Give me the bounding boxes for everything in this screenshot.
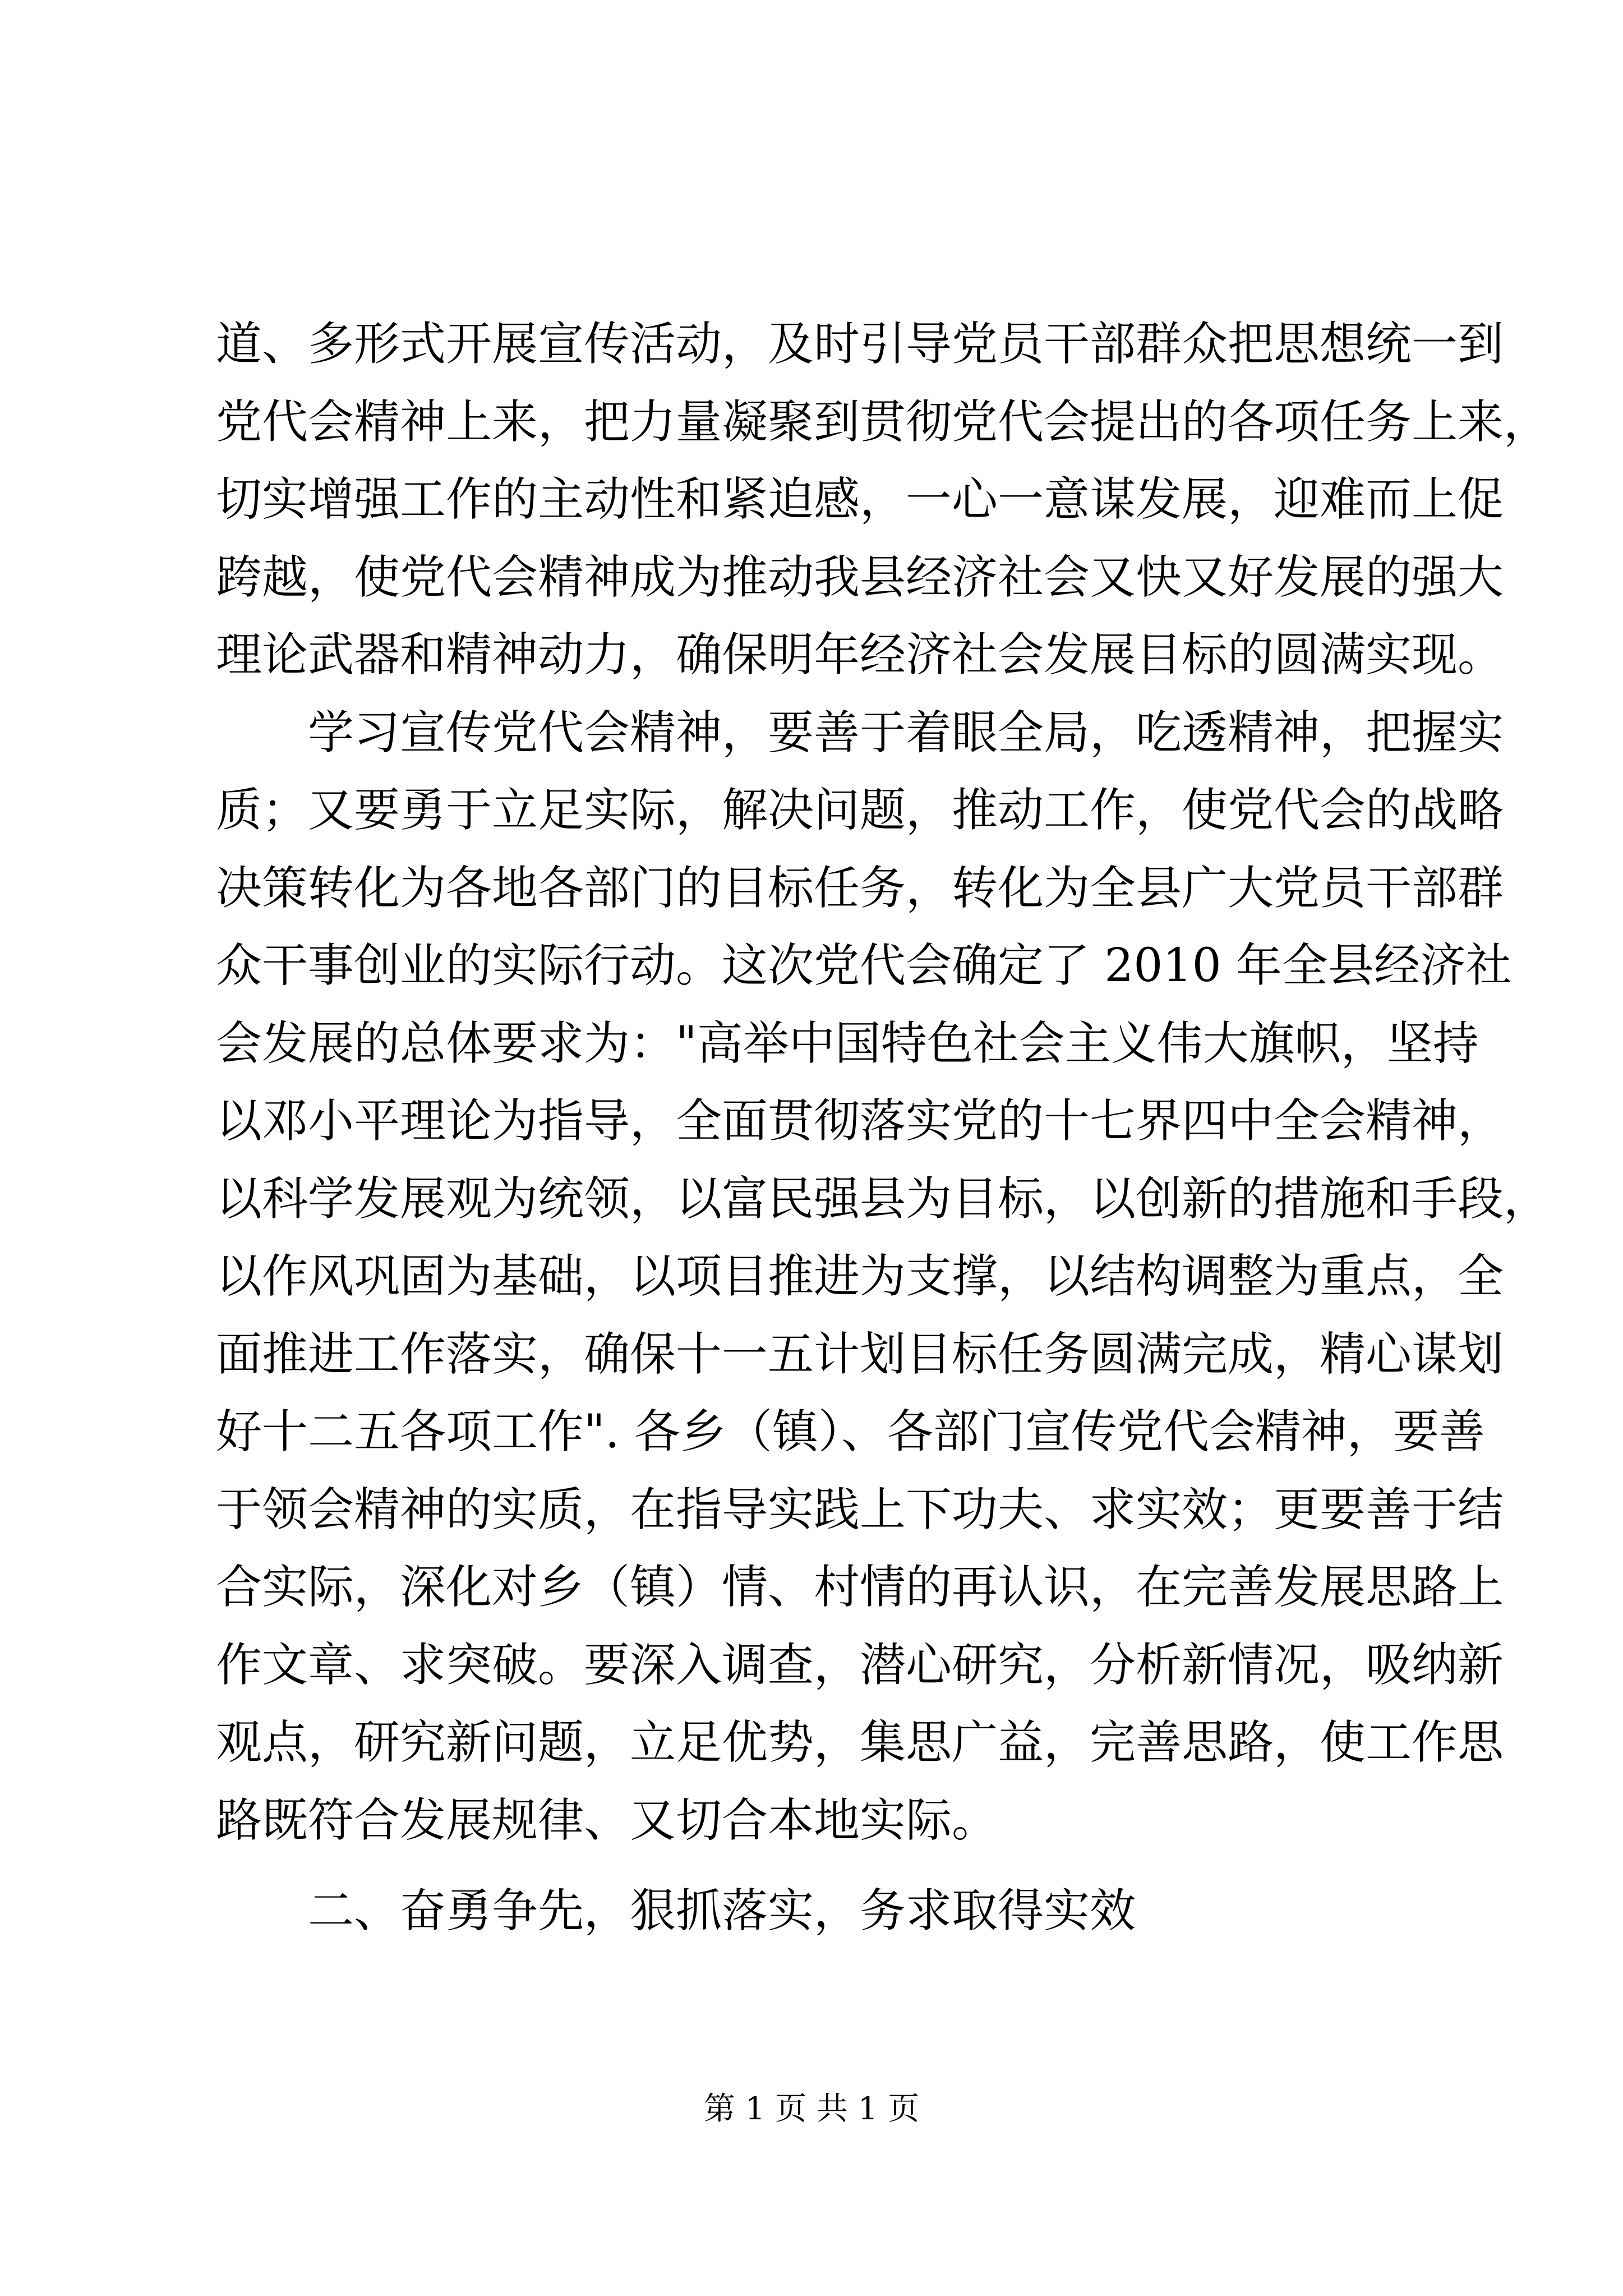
text-line: 于领会精神的实质，在指导实践上下功夫、求实效；更要善于结 [216, 1483, 1504, 1536]
page-footer: 第 1 页 共 1 页 [703, 2091, 920, 2127]
text-line: 决策转化为各地各部门的目标任务，转化为全县广大党员干部群 [216, 862, 1504, 915]
text-line: 合实际，深化对乡（镇）情、村情的再认识，在完善发展思路上 [216, 1561, 1504, 1614]
text-line: 理论武器和精神动力，确保明年经济社会发展目标的圆满实现。 [216, 628, 1504, 682]
text-line: 会发展的总体要求为："高举中国特色社会主义伟大旗帜，坚持 [216, 1017, 1479, 1070]
text-line: 学习宣传党代会精神，要善于着眼全局，吃透精神，把握实 [308, 706, 1504, 760]
text-line: 观点，研究新问题，立足优势，集思广益，完善思路，使工作思 [216, 1716, 1504, 1769]
text-line: 党代会精神上来，把力量凝聚到贯彻党代会提出的各项任务上来， [216, 395, 1550, 449]
text-line: 以邓小平理论为指导，全面贯彻落实党的十七界四中全会精神， [216, 1094, 1504, 1148]
text-line: 众干事创业的实际行动。这次党代会确定了 2010 年全县经济社 [216, 939, 1512, 992]
text-line: 切实增强工作的主动性和紧迫感，一心一意谋发展，迎难而上促 [216, 473, 1504, 526]
text-line: 跨越，使党代会精神成为推动我县经济社会又快又好发展的强大 [216, 551, 1504, 604]
text-line: 好十二五各项工作". 各乡（镇）、各部门宣传党代会精神，要善 [216, 1405, 1485, 1458]
text-line: 以科学发展观为统领，以富民强县为目标，以创新的措施和手段， [216, 1172, 1550, 1226]
text-line: 质；又要勇于立足实际，解决问题，推动工作，使党代会的战略 [216, 784, 1504, 837]
text-line: 路既符合发展规律、又切合本地实际。 [216, 1794, 998, 1847]
text-line: 道、多形式开展宣传活动，及时引导党员干部群众把思想统一到 [216, 318, 1504, 371]
text-line: 面推进工作落实，确保十一五计划目标任务圆满完成，精心谋划 [216, 1328, 1504, 1381]
section-heading: 二、奋勇争先，狠抓落实，务求取得实效 [308, 1884, 1136, 1938]
text-line: 以作风巩固为基础，以项目推进为支撑，以结构调整为重点，全 [216, 1250, 1504, 1303]
text-line: 作文章、求突破。要深入调查，潜心研究，分析新情况，吸纳新 [216, 1639, 1504, 1692]
